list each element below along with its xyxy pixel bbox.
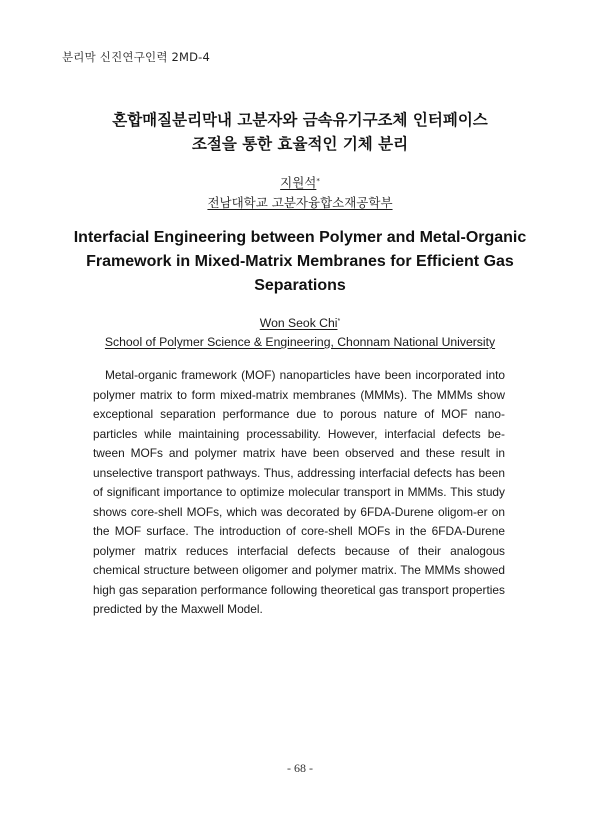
abstract-paragraph: Metal-organic framework (MOF) nanoparticles have been incorporated into polymer matrix to form mixed-matrix membranes (MMMs). The MMMs show exceptional separation performance due to porous nature of MOF nano-particles while maintaining processability. However, interfacial defects be-tween MOFs and polymer matrix have been observed and these result in unselective transport pathways. Thus, addressing interfacial defects has been of significant importance to optimize molecular transport in MMMs. This study shows core-shell MOFs, which was decorated by 6FDA-Durene oligom-er on the MOF surface. The introduction of core-shell MOFs in the 6FDA-Durene polymer matrix reduces interfacial defects because of their analogous chemical structure between oligomer and polymer matrix. The MMMs showed high gas separation performance following theoretical gas transport properties predicted by the Maxwell Model. [93, 368, 505, 616]
english-author-line [0, 314, 600, 333]
english-title-line-2: Framework in Mixed-Matrix Membranes for Efficient Gas [86, 253, 514, 270]
korean-title [0, 108, 600, 156]
page-number: - 68 - [287, 761, 313, 775]
english-author-block [0, 314, 600, 352]
abstract [93, 366, 505, 620]
english-affiliation: School of Polymer Science & Engineering, Chonnam National University [104, 335, 496, 349]
english-author-name: Won Seok Chi [259, 316, 338, 330]
korean-author-block [0, 173, 600, 213]
korean-affiliation: 전남대학교 고분자융합소재공학부 [207, 195, 393, 210]
english-title [0, 226, 600, 298]
english-author-mark: * [337, 318, 341, 325]
english-title-line-1: Interfacial Engineering between Polymer and Metal-Organic [73, 229, 527, 246]
korean-author-line [0, 173, 600, 193]
korean-title-line-2: 조절을 통한 효율적인 기체 분리 [191, 135, 409, 153]
running-head: 분리막 신진연구인력 2MD-4 [62, 50, 211, 64]
korean-title-line-1: 혼합매질분리막내 고분자와 금속유기구조체 인터페이스 [112, 111, 488, 129]
korean-author-mark: * [316, 177, 320, 185]
english-title-line-3: Separations [254, 277, 346, 294]
korean-author-name: 지원석 [280, 175, 317, 190]
